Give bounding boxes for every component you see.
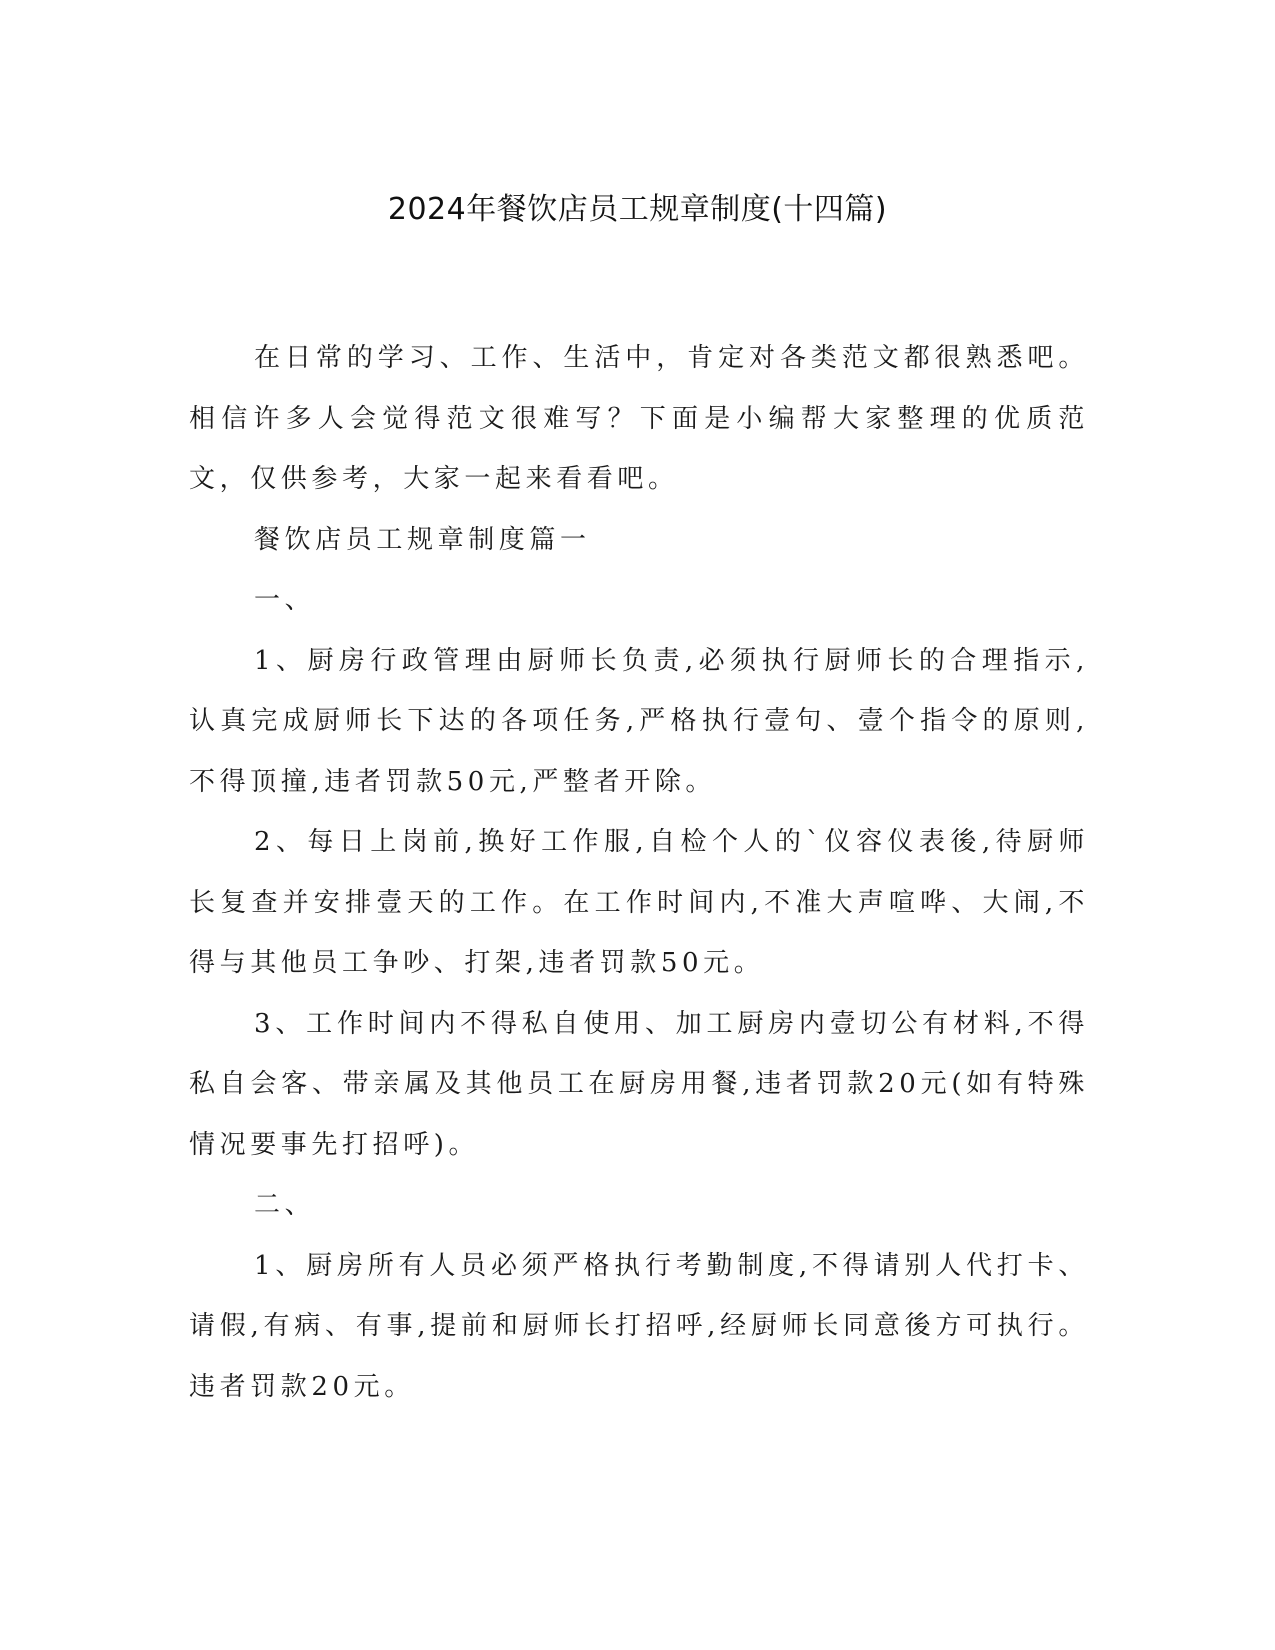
- intro-paragraph: 在日常的学习、工作、生活中，肯定对各类范文都很熟悉吧。相信许多人会觉得范文很难写？下面是小编帮大家整理的优质范文，仅供参考，大家一起来看看吧。: [189, 343, 1089, 494]
- section-heading: 餐饮店员工规章制度篇一: [254, 524, 591, 555]
- document-title: 2024年餐饮店员工规章制度(十四篇): [387, 192, 888, 227]
- rule-paragraph: 1、厨房所有人员必须严格执行考勤制度,不得请别人代打卡、请假,有病、有事,提前和厨师长打招呼,经厨师长同意後方可执行。违者罚款20元。: [189, 1250, 1089, 1402]
- document-body: [189, 328, 1089, 1417]
- rule-paragraph: 3、工作时间内不得私自使用、加工厨房内壹切公有材料,不得私自会客、带亲属及其他员工在厨房用餐,违者罚款20元(如有特殊情况要事先打招呼)。: [189, 1008, 1089, 1160]
- part-heading-1: 一、: [254, 585, 316, 615]
- part-heading-2: 二、: [254, 1190, 316, 1220]
- rule-paragraph: 2、每日上岗前,换好工作服,自检个人的`仪容仪表後,待厨师长复查并安排壹天的工作。在工作时间内,不准大声喧哗、大闹,不得与其他员工争吵、打架,违者罚款50元。: [189, 827, 1089, 978]
- rule-paragraph: 1、厨房行政管理由厨师长负责,必须执行厨师长的合理指示,认真完成厨师长下达的各项任务,严格执行壹句、壹个指令的原则,不得顶撞,违者罚款50元,严整者开除。: [189, 645, 1089, 797]
